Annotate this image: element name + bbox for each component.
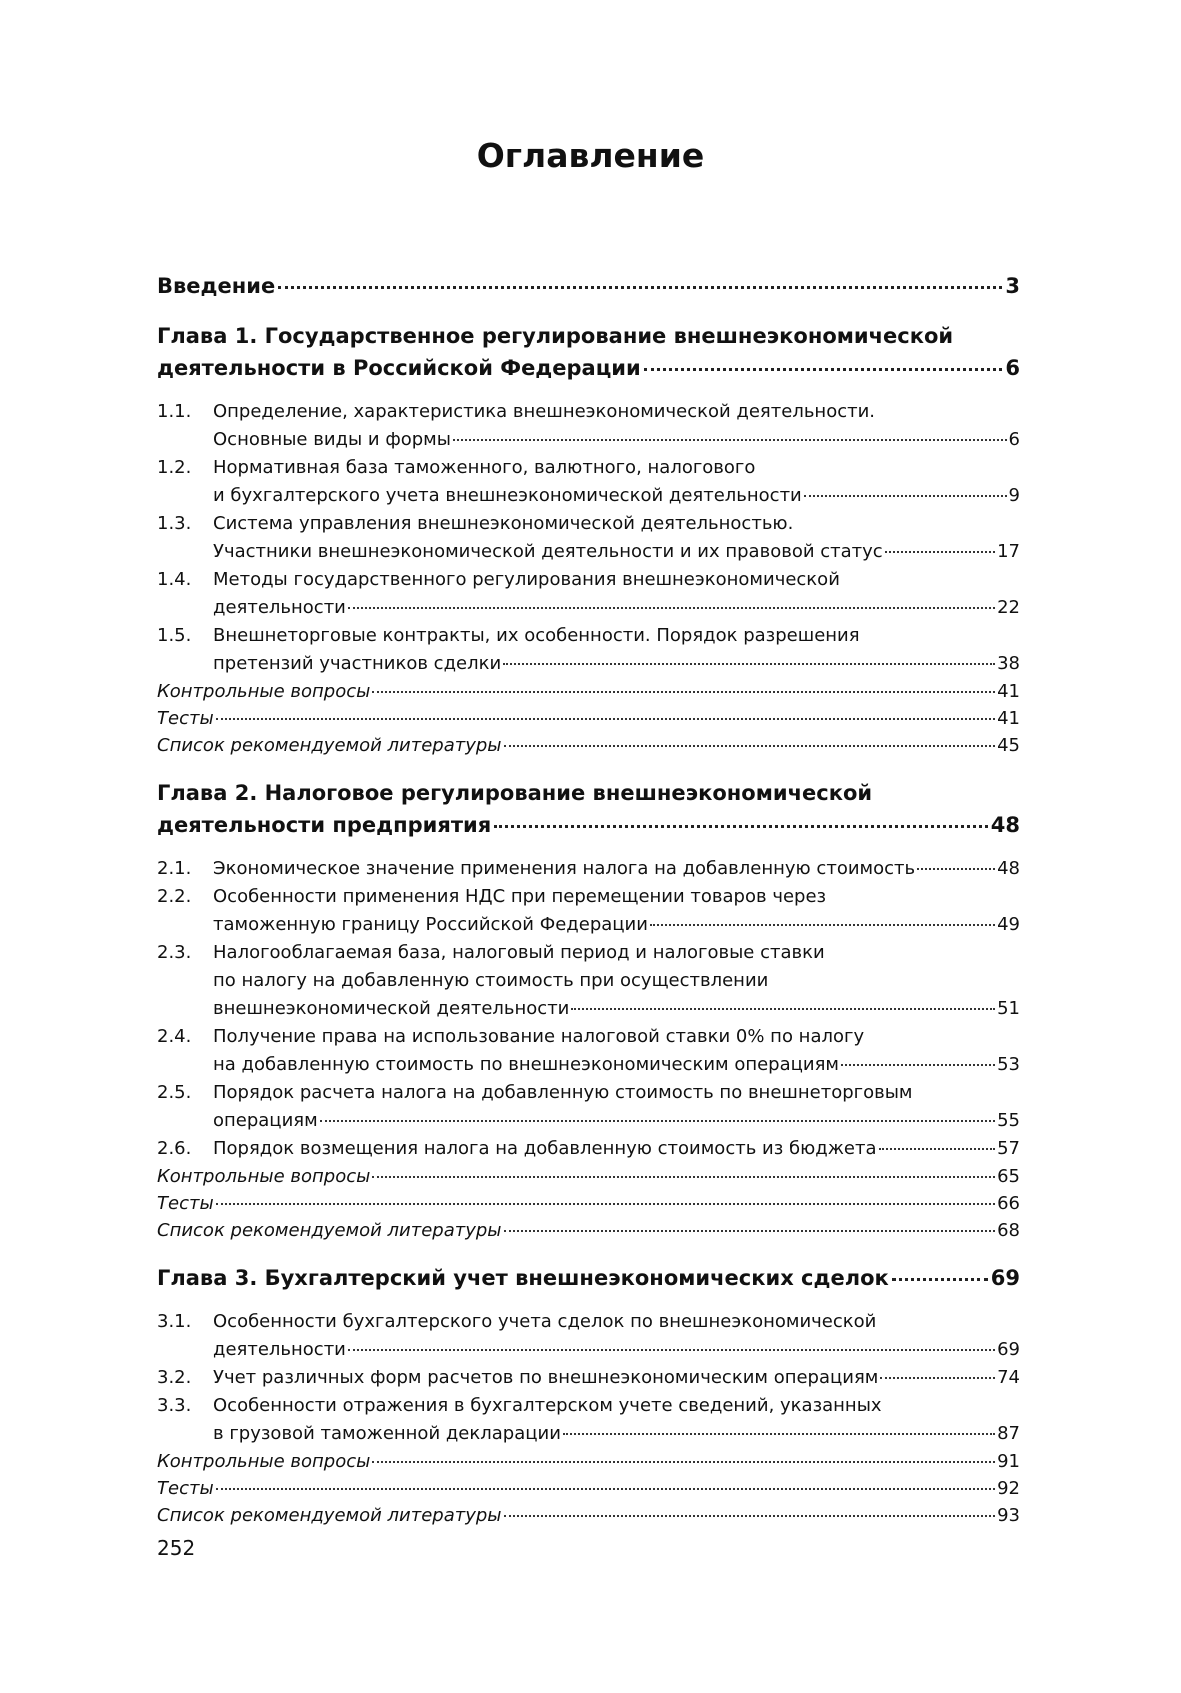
toc-entry-page: 65: [997, 1166, 1020, 1187]
toc-entry-title: в грузовой таможенной декларации: [213, 1423, 561, 1444]
dot-leader: [650, 924, 995, 926]
chapter-title-row: [157, 352, 1020, 384]
toc-entry-title: Контрольные вопросы: [157, 1166, 371, 1187]
section-entry: [157, 1023, 1020, 1079]
toc-entry-page: 91: [997, 1451, 1020, 1472]
dot-leader: [372, 1176, 995, 1178]
section-title-row: [213, 594, 1020, 622]
section-title-row: [213, 1364, 1020, 1392]
toc-entry-title: Список рекомендуемой литературы: [157, 1505, 502, 1526]
chapter-extra-entry: [157, 1217, 1020, 1244]
dot-leader: [348, 1349, 995, 1351]
toc-entry-title: Экономическое значение применения налога на добавленную стоимость: [213, 858, 916, 879]
toc-entry-page: 49: [997, 914, 1020, 935]
toc-entry-page: 53: [997, 1054, 1020, 1075]
chapter-extra-entry: [157, 732, 1020, 759]
dot-leader: [372, 691, 995, 693]
spacer: [157, 302, 1020, 320]
section-entry: [157, 1079, 1020, 1135]
toc-entry-title: Учет различных форм расчетов по внешнеэкономическим операциям: [213, 1367, 879, 1388]
section-entry: [157, 855, 1020, 883]
section-entry: [157, 622, 1020, 678]
section-title-line: Методы государственного регулирования внешнеэкономической: [213, 569, 840, 590]
toc-entry-page: 74: [997, 1367, 1020, 1388]
page-number: 252: [157, 1536, 196, 1560]
section-body: [213, 566, 1020, 622]
section-title-line: Порядок расчета налога на добавленную стоимость по внешнеторговым: [213, 1082, 913, 1103]
chapter-heading: [157, 320, 1020, 384]
section-body: [213, 939, 1020, 1023]
toc-entry-title: Тесты: [157, 708, 214, 729]
toc-entry-title: Контрольные вопросы: [157, 681, 371, 702]
toc-entry-page: 57: [997, 1138, 1020, 1159]
dot-leader: [879, 1148, 996, 1150]
section-body: [213, 454, 1020, 510]
toc-entry-page: 51: [997, 998, 1020, 1019]
section-title-line: Налогооблагаемая база, налоговый период и налоговые ставки: [213, 942, 825, 963]
section-number: 1.1.: [157, 401, 192, 422]
toc-entry-title: деятельности в Российской Федерации: [157, 356, 641, 380]
dot-leader: [563, 1433, 995, 1435]
section-number: 2.1.: [157, 858, 192, 879]
section-number: 3.3.: [157, 1395, 192, 1416]
toc-entry-page: 38: [997, 653, 1020, 674]
chapter-heading: [157, 777, 1020, 841]
section-number: 3.2.: [157, 1367, 192, 1388]
toc-entry-title: деятельности предприятия: [157, 813, 492, 837]
toc-entry-title: Список рекомендуемой литературы: [157, 1220, 502, 1241]
dot-leader: [804, 495, 1007, 497]
chapter-extra-entry: [157, 705, 1020, 732]
section-entry: [157, 1392, 1020, 1448]
section-title-line: Особенности бухгалтерского учета сделок по внешнеэкономической: [213, 1311, 877, 1332]
toc-entry-title: внешнеэкономической деятельности: [213, 998, 570, 1019]
toc-entry-page: 93: [997, 1505, 1020, 1526]
section-number: 2.2.: [157, 886, 192, 907]
toc-entry-title: Глава 3. Бухгалтерский учет внешнеэкономических сделок: [157, 1266, 889, 1290]
toc-entry-page: 3: [1005, 274, 1020, 298]
section-title-row: [213, 1051, 1020, 1079]
section-title-row: [213, 538, 1020, 566]
section-entry: [157, 398, 1020, 454]
section-body: [213, 855, 1020, 883]
section-entry: [157, 939, 1020, 1023]
chapter-extra-entry: [157, 678, 1020, 705]
dot-leader: [571, 1008, 995, 1010]
section-number: 2.5.: [157, 1082, 192, 1103]
section-title-row: [213, 911, 1020, 939]
section-entry: [157, 1135, 1020, 1163]
section-number: 3.1.: [157, 1311, 192, 1332]
toc-entry-page: 45: [997, 735, 1020, 756]
section-title-row: [213, 426, 1020, 454]
section-number: 1.5.: [157, 625, 192, 646]
toc-entry-title: таможенную границу Российской Федерации: [213, 914, 648, 935]
section-title-line: по налогу на добавленную стоимость при осуществлении: [213, 970, 769, 991]
dot-leader: [885, 551, 995, 553]
section-title-row: [213, 650, 1020, 678]
section-title-row: [213, 995, 1020, 1023]
chapter-heading: [157, 1262, 1020, 1294]
chapter-title-row: [157, 809, 1020, 841]
chapter-extra-entry: [157, 1475, 1020, 1502]
section-entry: [157, 1308, 1020, 1364]
section-body: [213, 398, 1020, 454]
section-body: [213, 1392, 1020, 1448]
toc-entry-title: на добавленную стоимость по внешнеэкономическим операциям: [213, 1054, 839, 1075]
dot-leader: [503, 663, 995, 665]
spacer: [157, 384, 1020, 398]
dot-leader: [644, 368, 1003, 371]
section-title-line: Получение права на использование налоговой ставки 0% по налогу: [213, 1026, 865, 1047]
chapter-extra-entry: [157, 1502, 1020, 1529]
spacer: [157, 1244, 1020, 1262]
section-title-line: Внешнеторговые контракты, их особенности. Порядок разрешения: [213, 625, 860, 646]
section-body: [213, 1079, 1020, 1135]
toc-entry-page: 6: [1008, 429, 1020, 450]
toc-entry-page: 48: [997, 858, 1020, 879]
dot-leader: [348, 607, 995, 609]
toc-entry-title: Список рекомендуемой литературы: [157, 735, 502, 756]
toc-entry-page: 41: [997, 681, 1020, 702]
dot-leader: [494, 825, 988, 828]
toc-intro-entry: [157, 270, 1020, 302]
toc-entry-page: 6: [1005, 356, 1020, 380]
section-body: [213, 1023, 1020, 1079]
toc-entry-title: и бухгалтерского учета внешнеэкономической деятельности: [213, 485, 802, 506]
section-title-row: [213, 1107, 1020, 1135]
dot-leader: [216, 718, 995, 720]
dot-leader: [453, 439, 1007, 441]
section-entry: [157, 566, 1020, 622]
toc-entry-page: 92: [997, 1478, 1020, 1499]
section-title-row: [213, 1135, 1020, 1163]
toc-entry-title: Порядок возмещения налога на добавленную стоимость из бюджета: [213, 1138, 877, 1159]
section-title-line: Особенности отражения в бухгалтерском учете сведений, указанных: [213, 1395, 882, 1416]
section-entry: [157, 510, 1020, 566]
chapter-title-line: Глава 2. Налоговое регулирование внешнеэкономической: [157, 781, 873, 805]
section-title-row: [213, 1420, 1020, 1448]
section-body: [213, 510, 1020, 566]
section-body: [213, 1364, 1020, 1392]
section-title-line: Система управления внешнеэкономической деятельностью.: [213, 513, 794, 534]
section-number: 2.4.: [157, 1026, 192, 1047]
section-entry: [157, 883, 1020, 939]
section-title-row: [213, 1336, 1020, 1364]
chapter-extra-entry: [157, 1163, 1020, 1190]
toc-entry-title: Введение: [157, 274, 276, 298]
section-number: 2.3.: [157, 942, 192, 963]
section-number: 1.3.: [157, 513, 192, 534]
dot-leader: [917, 868, 995, 870]
chapter-title-row: [157, 1262, 1020, 1294]
dot-leader: [841, 1064, 995, 1066]
table-of-contents: [157, 270, 1020, 1529]
chapter-extra-entry: [157, 1190, 1020, 1217]
section-entry: [157, 1364, 1020, 1392]
dot-leader: [504, 745, 996, 747]
toc-entry-page: 22: [997, 597, 1020, 618]
dot-leader: [504, 1515, 996, 1517]
toc-entry-title: операциям: [213, 1110, 318, 1131]
section-number: 1.4.: [157, 569, 192, 590]
toc-entry-title: деятельности: [213, 1339, 346, 1360]
section-entry: [157, 454, 1020, 510]
toc-entry-title: Контрольные вопросы: [157, 1451, 371, 1472]
spacer: [157, 1294, 1020, 1308]
chapter-title-line: Глава 1. Государственное регулирование внешнеэкономической: [157, 324, 954, 348]
section-body: [213, 1135, 1020, 1163]
dot-leader: [320, 1120, 995, 1122]
toc-entry-page: 68: [997, 1220, 1020, 1241]
toc-entry-title: Основные виды и формы: [213, 429, 451, 450]
section-body: [213, 883, 1020, 939]
page-title: Оглавление: [476, 136, 705, 175]
dot-leader: [880, 1377, 995, 1379]
dot-leader: [216, 1488, 995, 1490]
dot-leader: [216, 1203, 995, 1205]
chapters-container: [157, 302, 1020, 1529]
toc-entry-title: деятельности: [213, 597, 346, 618]
section-title-line: Нормативная база таможенного, валютного, налогового: [213, 457, 756, 478]
toc-entry-page: 66: [997, 1193, 1020, 1214]
section-number: 1.2.: [157, 457, 192, 478]
toc-entry-page: 48: [990, 813, 1020, 837]
toc-entry-page: 69: [990, 1266, 1020, 1290]
toc-entry-title: претензий участников сделки: [213, 653, 502, 674]
spacer: [157, 841, 1020, 855]
toc-entry-title: Тесты: [157, 1193, 214, 1214]
section-number: 2.6.: [157, 1138, 192, 1159]
toc-entry-title: Участники внешнеэкономической деятельности и их правовой статус: [213, 541, 883, 562]
section-title-line: Определение, характеристика внешнеэкономической деятельности.: [213, 401, 876, 422]
toc-entry-page: 17: [997, 541, 1020, 562]
toc-entry-page: 87: [997, 1423, 1020, 1444]
dot-leader: [892, 1278, 988, 1281]
toc-entry-page: 69: [997, 1339, 1020, 1360]
section-title-row: [213, 855, 1020, 883]
section-title-line: Особенности применения НДС при перемещении товаров через: [213, 886, 827, 907]
dot-leader: [372, 1461, 995, 1463]
toc-entry-page: 41: [997, 708, 1020, 729]
dot-leader: [504, 1230, 996, 1232]
section-body: [213, 1308, 1020, 1364]
spacer: [157, 759, 1020, 777]
toc-entry-page: 9: [1008, 485, 1020, 506]
chapter-extra-entry: [157, 1448, 1020, 1475]
toc-entry-title: Тесты: [157, 1478, 214, 1499]
section-body: [213, 622, 1020, 678]
section-title-row: [213, 482, 1020, 510]
toc-entry-page: 55: [997, 1110, 1020, 1131]
dot-leader: [278, 286, 1002, 289]
